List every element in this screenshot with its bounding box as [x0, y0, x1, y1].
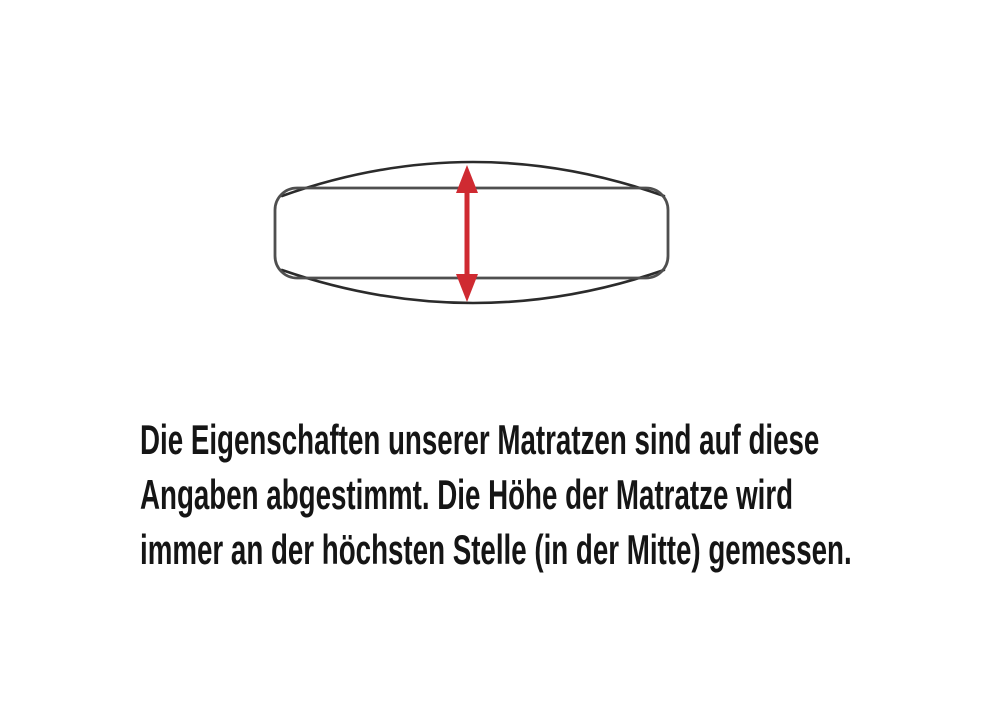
- height-arrow-icon: [456, 165, 478, 302]
- caption-line-2: Angaben abgestimmt. Die Höhe der Matratze wird: [140, 471, 794, 518]
- height-arrow-head-up: [456, 165, 478, 193]
- caption-text-block: [140, 412, 996, 577]
- height-arrow-head-down: [456, 274, 478, 302]
- mattress-body-outline: [275, 188, 668, 278]
- caption-line-1: Die Eigenschaften unserer Matratzen sind auf diese: [140, 416, 820, 463]
- caption-line-3: immer an der höchsten Stelle (in der Mitte) gemessen.: [140, 526, 852, 573]
